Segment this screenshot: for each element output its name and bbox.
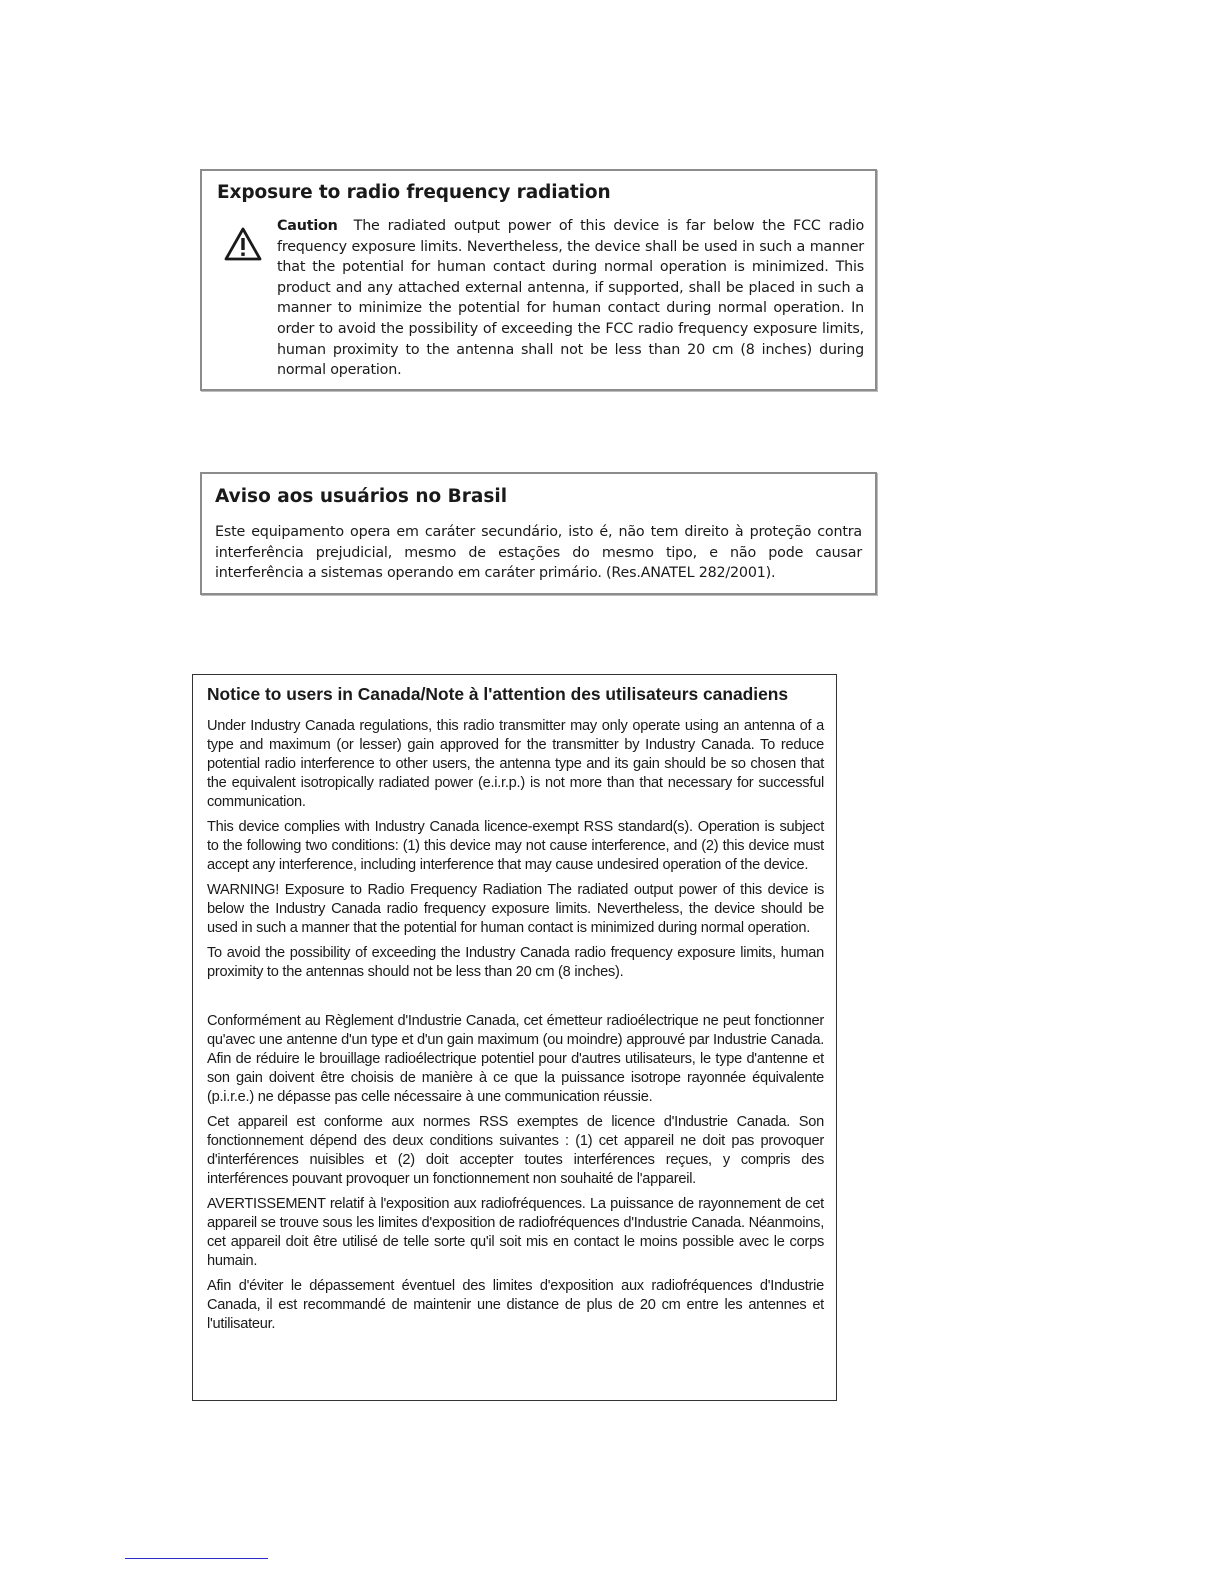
canada-paragraph-french: Conformément au Règlement d'Industrie Canada, cet émetteur radioélectrique ne peut fonctionner qu'avec une antenne d'un type et d'un gain maximum (ou moindre) approuvé par Industrie Canada. Afin de réduire le brouillage radioélectrique potentiel pour d'autres utilisateurs, le type d'antenne et son gain doivent être choisis de manière à ce que la puissance isotrope rayonnée équivalente (p.i.r.e.) ne dépasse pas celle nécessaire à une communication réussie. — [207, 1013, 824, 1105]
canada-paragraph: Under Industry Canada regulations, this radio transmitter may only operate using an antenna of a type and maximum (or lesser) gain approved for the transmitter by Industry Canada. To reduce potential radio interference to other users, the antenna type and its gain should be so chosen that the equivalent isotropically radiated power (e.i.r.p.) is not more than that necessary for successful communication. — [207, 718, 824, 810]
canada-paragraph: This device complies with Industry Canada licence-exempt RSS standard(s). Operation is subject to the following two conditions: (1) this device may not cause interference, and (2) this device must accept any interference, including interference that may cause undesired operation of the device. — [207, 819, 824, 873]
canada-paragraph: WARNING! Exposure to Radio Frequency Radiation The radiated output power of this device is below the Industry Canada radio frequency exposure limits. Nevertheless, the device should be used in such a manner that the potential for human contact is minimized during normal operation. — [207, 882, 824, 936]
brazil-notice — [200, 472, 877, 595]
canada-notice-body — [207, 717, 824, 1340]
rf-exposure-body — [277, 216, 864, 381]
rf-exposure-text: The radiated output power of this device is far below the FCC radio frequency exposure limits. Nevertheless, the device shall be used in such a manner that the potential for human contact during normal operation is minimized. This product and any attached external antenna, if supported, shall be placed in such a manner to minimize the potential for human contact during normal operation. In order to avoid the possibility of exceeding the FCC radio frequency exposure limits, human proximity to the antenna shall not be less than 20 cm (8 inches) during normal operation. — [277, 218, 864, 379]
brazil-notice-title: Aviso aos usuários no Brasil — [215, 486, 508, 507]
rf-exposure-notice — [200, 169, 877, 391]
canada-notice — [192, 674, 837, 1401]
warning-triangle-icon — [224, 227, 262, 261]
caution-label: Caution — [277, 218, 338, 234]
canada-paragraph: To avoid the possibility of exceeding the Industry Canada radio frequency exposure limits, human proximity to the antennas should not be less than 20 cm (8 inches). — [207, 945, 824, 980]
canada-notice-title: Notice to users in Canada/Note à l'attention des utilisateurs canadiens — [207, 684, 789, 704]
canada-paragraph-french: AVERTISSEMENT relatif à l'exposition aux radiofréquences. La puissance de rayonnement de cet appareil se trouve sous les limites d'exposition de radiofréquences d'Industrie Canada. Néanmoins, cet appareil doit être utilisé de telle sorte qu'il soit mis en contact le moins possible avec le corps humain. — [207, 1196, 824, 1269]
rf-exposure-title: Exposure to radio frequency radiation — [217, 182, 611, 203]
footer-rule — [125, 1558, 268, 1559]
canada-paragraph-french: Cet appareil est conforme aux normes RSS exemptes de licence d'Industrie Canada. Son fonctionnement dépend des deux conditions suivantes : (1) cet appareil ne doit pas provoquer d'interférences nuisibles et (2) doit accepter toutes interférences reçues, y compris des interférences pouvant provoquer un fonctionnement non souhaité de l'appareil. — [207, 1114, 824, 1187]
brazil-notice-text: Este equipamento opera em caráter secundário, isto é, não tem direito à proteção contra interferência prejudicial, mesmo de estações do mesmo tipo, e não pode causar interferência a sistemas operando em caráter primário. (Res.ANATEL 282/2001). — [215, 524, 862, 581]
canada-paragraph-french: Afin d'éviter le dépassement éventuel des limites d'exposition aux radiofréquences d'Industrie Canada, il est recommandé de maintenir une distance de plus de 20 cm entre les antennes et l'utilisateur. — [207, 1278, 824, 1332]
